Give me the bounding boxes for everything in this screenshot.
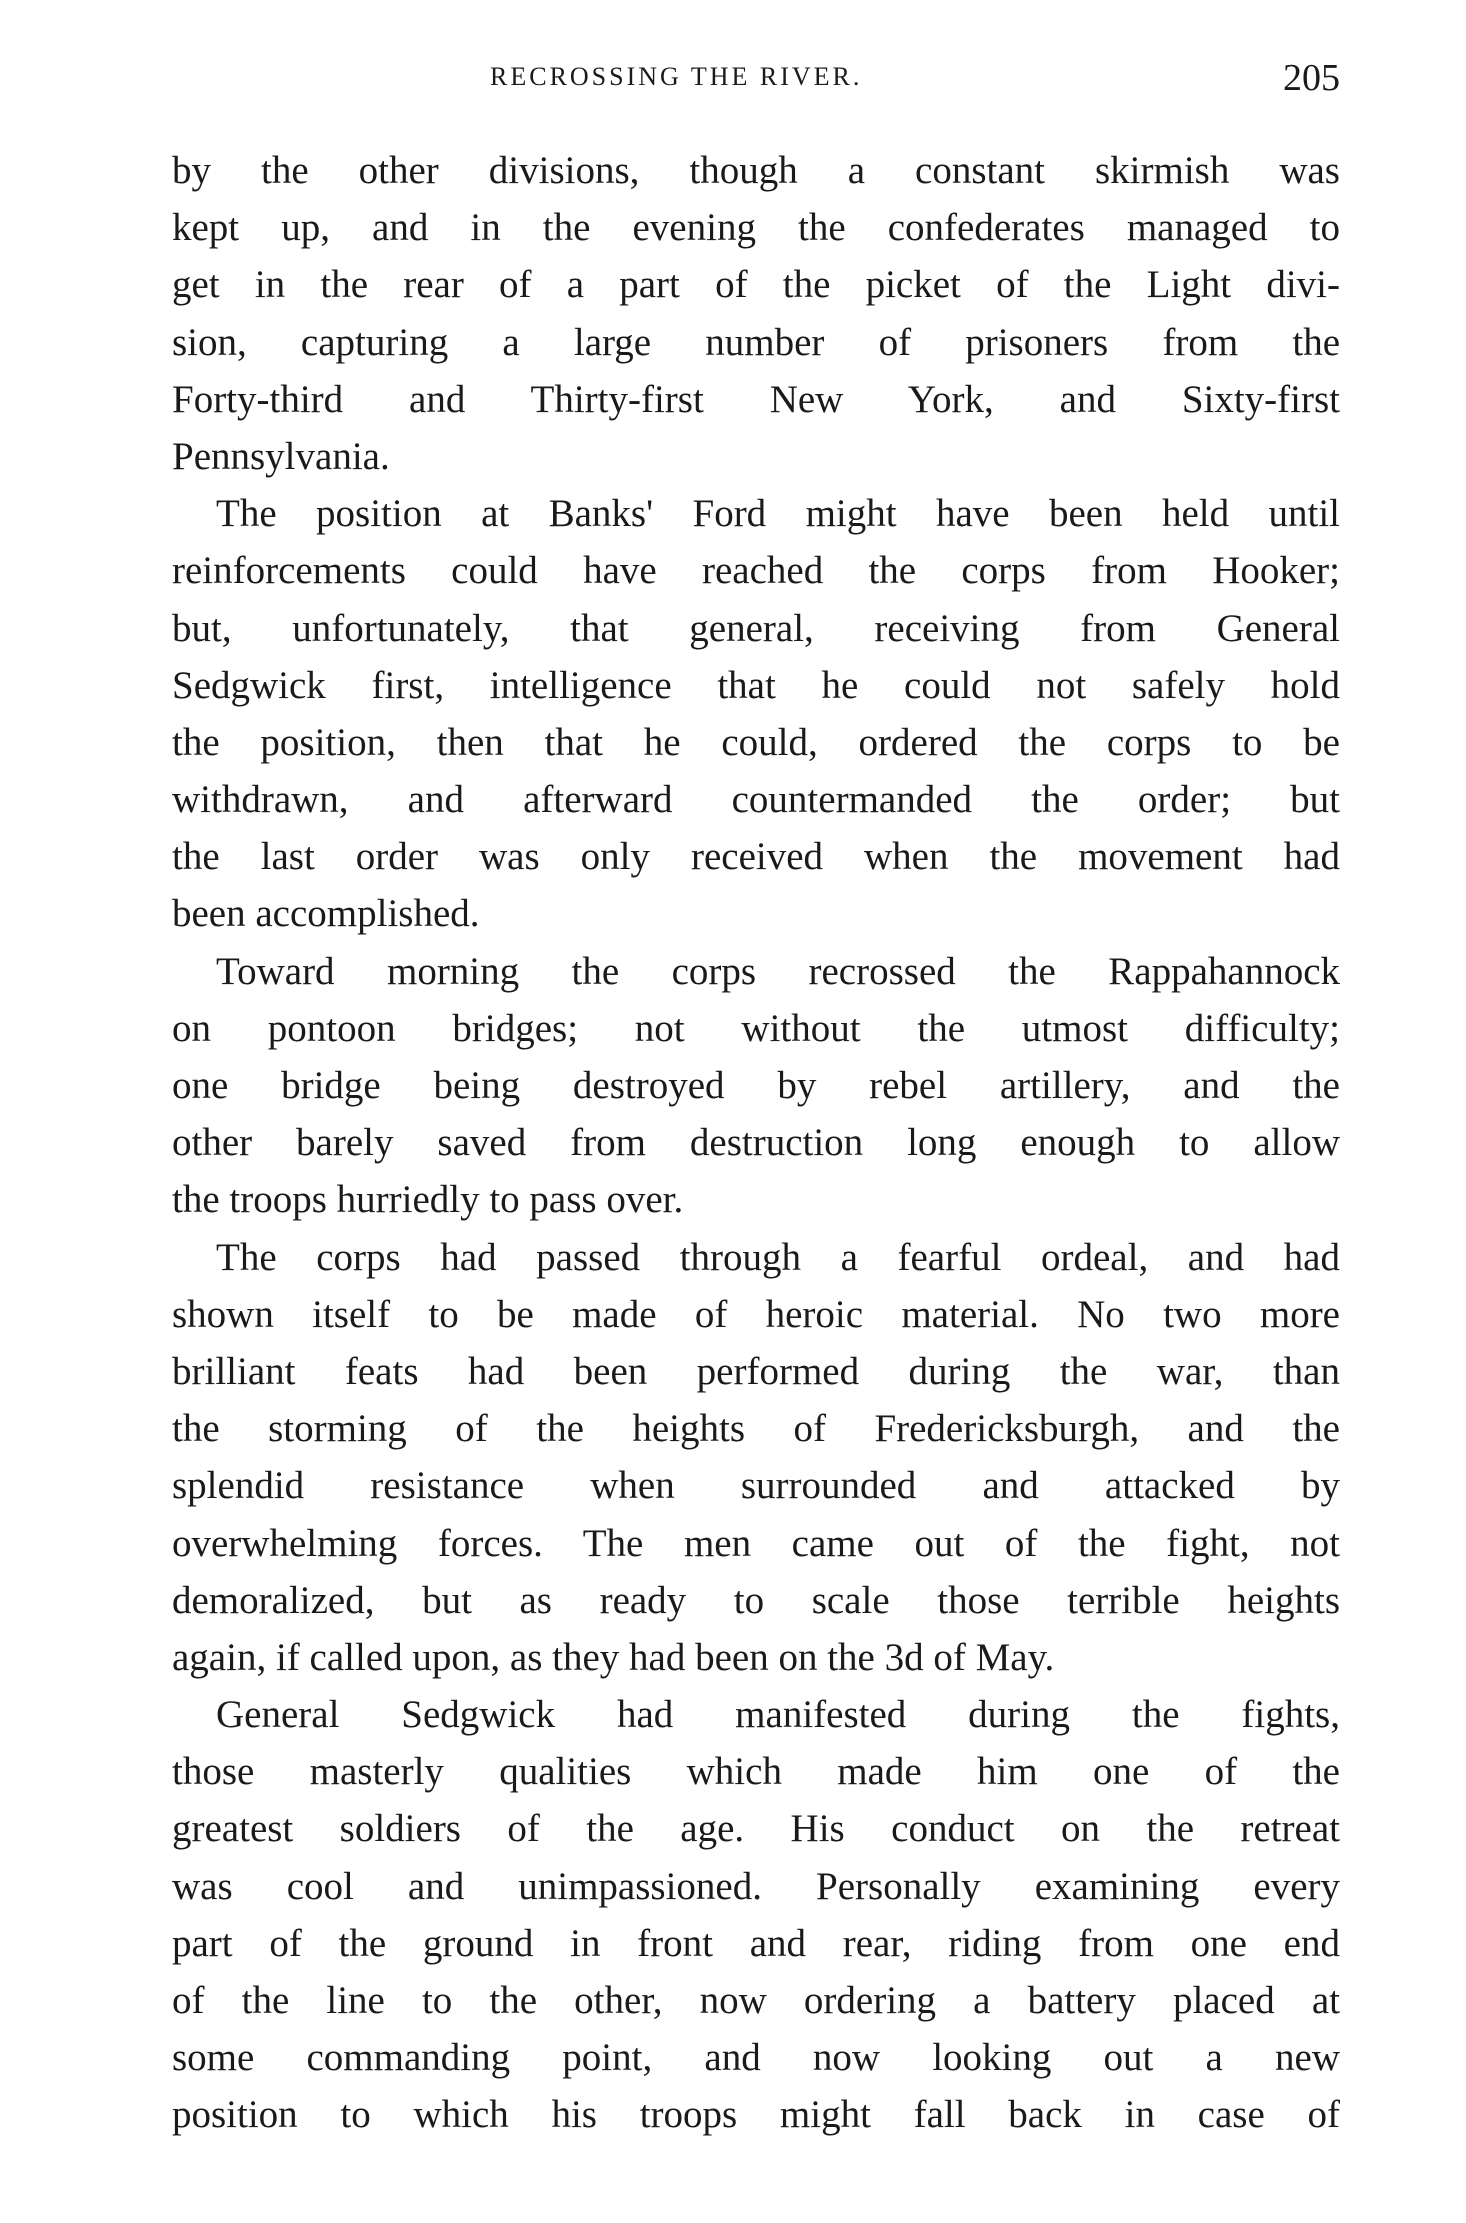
text-line: but, unfortunately, that general, receiving from General: [172, 606, 1340, 650]
text-line: part of the ground in front and rear, riding from one end: [172, 1921, 1340, 1965]
text-line: brilliant feats had been performed during the war, than: [172, 1349, 1340, 1393]
text-line: one bridge being destroyed by rebel artillery, and the: [172, 1064, 1340, 1107]
text-line: was cool and unimpassioned. Personally examining every: [172, 1864, 1340, 1908]
text-line: the storming of the heights of Fredericksburgh, and the: [172, 1407, 1340, 1451]
text-line: get in the rear of a part of the picket of the Light divi-: [172, 263, 1340, 307]
paragraph: [172, 142, 1340, 485]
text-line: Pennsylvania.: [172, 434, 390, 478]
text-line: the position, then that he could, ordered the corps to be: [172, 720, 1340, 764]
text-line: on pontoon bridges; not without the utmost difficulty;: [172, 1006, 1340, 1050]
text-line: Toward morning the corps recrossed the Rappahannock: [216, 949, 1340, 993]
paragraph: [172, 1229, 1340, 1687]
text-line: of the line to the other, now ordering a battery placed at: [172, 1979, 1340, 2022]
text-line: the troops hurriedly to pass over.: [172, 1178, 684, 1222]
paragraph: [172, 485, 1340, 943]
text-line: overwhelming forces. The men came out of the fight, not: [172, 1521, 1340, 1565]
text-line: by the other divisions, though a constant skirmish was: [172, 149, 1340, 192]
text-line: greatest soldiers of the age. His conduct on the retreat: [172, 1807, 1340, 1851]
text-line: those masterly qualities which made him one of the: [172, 1750, 1340, 1794]
text-line: General Sedgwick had manifested during the fights,: [216, 1693, 1340, 1737]
text-line: withdrawn, and afterward countermanded the order; but: [172, 778, 1340, 822]
running-title: RECROSSING THE RIVER.: [490, 62, 863, 91]
text-line: demoralized, but as ready to scale those terrible heights: [172, 1578, 1340, 1622]
text-line: again, if called upon, as they had been on the 3d of May.: [172, 1635, 1055, 1679]
text-line: splendid resistance when surrounded and attacked by: [172, 1464, 1340, 1508]
text-line: some commanding point, and now looking out a new: [172, 2036, 1340, 2080]
text-line: The corps had passed through a fearful ordeal, and had: [216, 1235, 1340, 1279]
paragraph: [172, 1686, 1340, 2144]
text-line: other barely saved from destruction long enough to allow: [172, 1121, 1340, 1165]
text-line: Sedgwick first, intelligence that he could not safely hold: [172, 663, 1340, 707]
text-line: reinforcements could have reached the corps from Hooker;: [172, 549, 1340, 593]
text-line: been accomplished.: [172, 892, 480, 936]
text-line: kept up, and in the evening the confederates managed to: [172, 206, 1340, 250]
paragraph: [172, 943, 1340, 1229]
text-line: Forty-third and Thirty-first New York, and Sixty-first: [172, 377, 1340, 421]
text-line: the last order was only received when the movement had: [172, 835, 1340, 879]
page-number: 205: [1283, 57, 1340, 99]
text-line: sion, capturing a large number of prisoners from the: [172, 320, 1340, 364]
running-head: [170, 56, 1340, 106]
body-text: [172, 142, 1340, 2144]
text-line: shown itself to be made of heroic material. No two more: [172, 1292, 1340, 1336]
text-line: position to which his troops might fall back in case of: [172, 2093, 1340, 2137]
text-line: The position at Banks' Ford might have been held until: [216, 492, 1340, 536]
